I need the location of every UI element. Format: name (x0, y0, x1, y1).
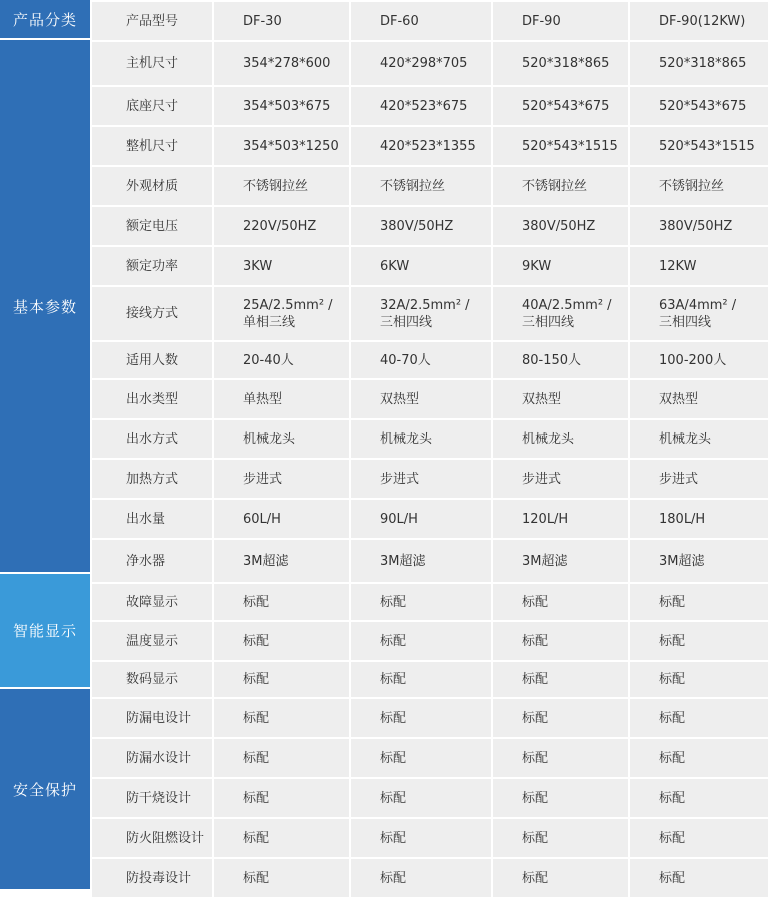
table-row (91, 41, 768, 86)
row-value: 420*523*1355 (350, 126, 492, 166)
header-model: DF-30 (213, 1, 350, 41)
row-value: 标配 (629, 738, 768, 778)
table-row (91, 621, 768, 661)
category-smart-display: 智能显示 (0, 574, 90, 689)
row-label: 整机尺寸 (91, 126, 213, 166)
row-label: 防投毒设计 (91, 858, 213, 898)
table-row (91, 858, 768, 898)
row-value: 标配 (350, 661, 492, 698)
row-value-line: 三相四线 (659, 314, 712, 330)
table-row (91, 583, 768, 621)
row-value: 步进式 (213, 459, 350, 499)
row-value: 标配 (213, 778, 350, 818)
row-label: 防火阻燃设计 (91, 818, 213, 858)
table-row (91, 499, 768, 539)
row-value (492, 286, 629, 341)
row-value: 520*543*675 (492, 86, 629, 126)
table-row (91, 539, 768, 583)
row-value: 标配 (350, 778, 492, 818)
category-safety: 安全保护 (0, 689, 90, 889)
row-value-line: 32A/2.5mm² / (380, 297, 470, 313)
row-value: 不锈钢拉丝 (492, 166, 629, 206)
row-value: 3M超滤 (629, 539, 768, 583)
row-value: 354*503*1250 (213, 126, 350, 166)
row-label: 防漏电设计 (91, 698, 213, 738)
row-value: 354*278*600 (213, 41, 350, 86)
row-value: 步进式 (629, 459, 768, 499)
header-model: DF-90 (492, 1, 629, 41)
table-row (91, 166, 768, 206)
row-label: 额定电压 (91, 206, 213, 246)
row-value-line: 63A/4mm² / (659, 297, 737, 313)
row-label: 出水类型 (91, 379, 213, 419)
category-product: 产品分类 (0, 0, 90, 40)
row-value: 标配 (492, 858, 629, 898)
row-value: 标配 (629, 778, 768, 818)
row-value: 380V/50HZ (492, 206, 629, 246)
row-value: 520*543*1515 (629, 126, 768, 166)
table-row (91, 206, 768, 246)
row-value: 标配 (492, 621, 629, 661)
table-row (91, 818, 768, 858)
row-value: 520*318*865 (629, 41, 768, 86)
row-label: 防漏水设计 (91, 738, 213, 778)
row-value: 120L/H (492, 499, 629, 539)
row-value: 标配 (492, 698, 629, 738)
row-label: 加热方式 (91, 459, 213, 499)
row-value: 标配 (213, 661, 350, 698)
table-row (91, 379, 768, 419)
row-value: 3M超滤 (492, 539, 629, 583)
row-label: 故障显示 (91, 583, 213, 621)
row-value: 不锈钢拉丝 (629, 166, 768, 206)
row-value: 机械龙头 (213, 419, 350, 459)
row-value: 标配 (350, 738, 492, 778)
row-value: 9KW (492, 246, 629, 286)
table-row (91, 661, 768, 698)
row-value: 双热型 (492, 379, 629, 419)
row-value: 标配 (492, 583, 629, 621)
table-row (91, 778, 768, 818)
row-value: 单热型 (213, 379, 350, 419)
row-value: 标配 (629, 818, 768, 858)
row-value: 6KW (350, 246, 492, 286)
row-value: 标配 (213, 858, 350, 898)
row-value: 标配 (350, 621, 492, 661)
row-label: 出水方式 (91, 419, 213, 459)
row-value: 520*543*675 (629, 86, 768, 126)
row-label: 适用人数 (91, 341, 213, 379)
row-value-line: 单相三线 (243, 314, 296, 330)
row-label: 净水器 (91, 539, 213, 583)
row-value: 标配 (213, 818, 350, 858)
category-basic-params: 基本参数 (0, 40, 90, 574)
row-value: 180L/H (629, 499, 768, 539)
row-value: 标配 (492, 818, 629, 858)
row-label: 防干烧设计 (91, 778, 213, 818)
row-value: 标配 (350, 698, 492, 738)
table-row (91, 738, 768, 778)
row-value: 420*523*675 (350, 86, 492, 126)
table-row (91, 341, 768, 379)
table-row (91, 286, 768, 341)
row-value: 标配 (629, 698, 768, 738)
row-value: 90L/H (350, 499, 492, 539)
row-value: 20-40人 (213, 341, 350, 379)
row-value: 3KW (213, 246, 350, 286)
row-value: 380V/50HZ (350, 206, 492, 246)
row-value: 双热型 (350, 379, 492, 419)
spec-table (90, 0, 768, 899)
row-value: 3M超滤 (213, 539, 350, 583)
table-row (91, 246, 768, 286)
row-value: 步进式 (492, 459, 629, 499)
row-label: 出水量 (91, 499, 213, 539)
row-value: 标配 (492, 661, 629, 698)
row-value: 标配 (629, 661, 768, 698)
row-value: 60L/H (213, 499, 350, 539)
row-label: 主机尺寸 (91, 41, 213, 86)
row-label: 额定功率 (91, 246, 213, 286)
table-row (91, 698, 768, 738)
row-label: 接线方式 (91, 286, 213, 341)
row-value: 步进式 (350, 459, 492, 499)
row-value (629, 286, 768, 341)
row-label: 底座尺寸 (91, 86, 213, 126)
row-value: 标配 (213, 583, 350, 621)
table-row (91, 419, 768, 459)
row-value: 520*318*865 (492, 41, 629, 86)
row-value: 双热型 (629, 379, 768, 419)
row-value: 100-200人 (629, 341, 768, 379)
row-value: 标配 (350, 818, 492, 858)
row-value (350, 286, 492, 341)
row-value: 420*298*705 (350, 41, 492, 86)
row-value: 机械龙头 (629, 419, 768, 459)
table-row (91, 86, 768, 126)
row-value: 标配 (629, 858, 768, 898)
row-value: 标配 (629, 621, 768, 661)
row-value: 标配 (492, 738, 629, 778)
row-value: 520*543*1515 (492, 126, 629, 166)
row-value: 354*503*675 (213, 86, 350, 126)
row-value: 标配 (350, 858, 492, 898)
row-value: 机械龙头 (350, 419, 492, 459)
table-row (91, 126, 768, 166)
row-value: 不锈钢拉丝 (213, 166, 350, 206)
row-value (213, 286, 350, 341)
row-value: 不锈钢拉丝 (350, 166, 492, 206)
table-header-row (91, 1, 768, 41)
header-label: 产品型号 (91, 1, 213, 41)
table-row (91, 459, 768, 499)
row-value-line: 三相四线 (522, 314, 575, 330)
row-value: 标配 (629, 583, 768, 621)
row-value: 40-70人 (350, 341, 492, 379)
row-value-line: 25A/2.5mm² / (243, 297, 333, 313)
row-label: 数码显示 (91, 661, 213, 698)
row-value: 标配 (213, 698, 350, 738)
row-value: 12KW (629, 246, 768, 286)
row-value-line: 三相四线 (380, 314, 433, 330)
row-value: 80-150人 (492, 341, 629, 379)
row-label: 温度显示 (91, 621, 213, 661)
row-value: 标配 (350, 583, 492, 621)
row-value: 机械龙头 (492, 419, 629, 459)
row-label: 外观材质 (91, 166, 213, 206)
row-value: 标配 (492, 778, 629, 818)
header-model: DF-90(12KW) (629, 1, 768, 41)
row-value: 220V/50HZ (213, 206, 350, 246)
row-value: 标配 (213, 621, 350, 661)
row-value: 3M超滤 (350, 539, 492, 583)
row-value: 标配 (213, 738, 350, 778)
header-model: DF-60 (350, 1, 492, 41)
row-value-line: 40A/2.5mm² / (522, 297, 612, 313)
row-value: 380V/50HZ (629, 206, 768, 246)
